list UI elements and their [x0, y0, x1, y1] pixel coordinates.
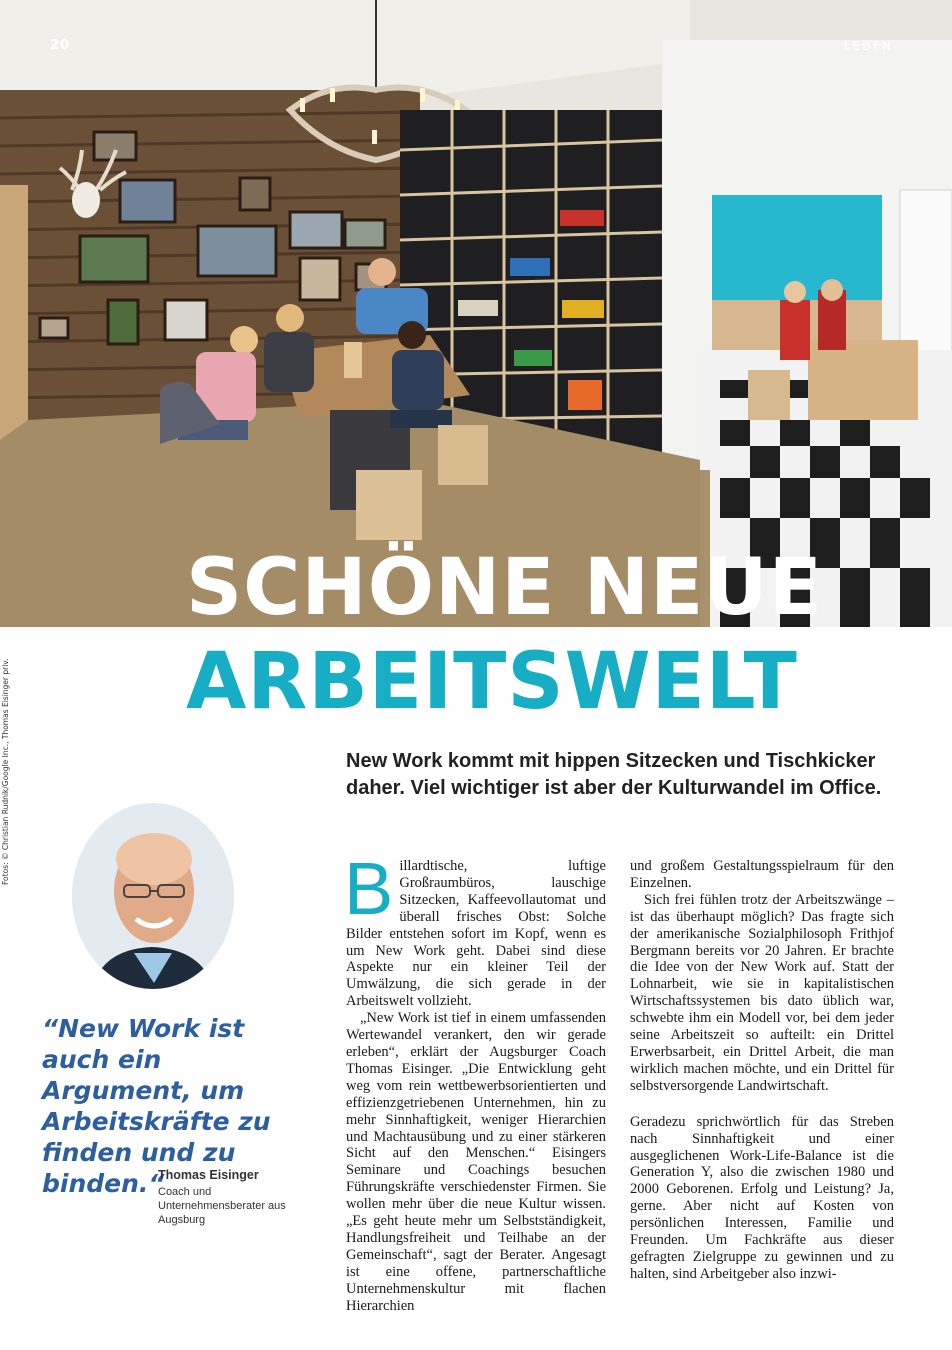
quote-author-name: Thomas Eisinger — [158, 1168, 259, 1182]
headline-line-1: SCHÖNE NEUE — [186, 543, 823, 633]
article-paragraph — [344, 847, 606, 1010]
pull-quote: “New Work ist auch ein Argument, um Arbeitskräfte zu finden und zu binden.“ — [42, 1014, 271, 1198]
section-label: LEBEN — [843, 39, 893, 53]
photo-credit: Fotos: © Christian Rudnik/Google Inc., Thomas Eisinger priv. — [1, 658, 10, 885]
office-lounge-illustration — [0, 0, 952, 633]
quote-author-role: Coach und Unternehmensberater aus Augsburg — [158, 1186, 286, 1226]
drop-cap: B — [344, 847, 394, 930]
author-portrait — [72, 803, 234, 989]
article-paragraph: und großem Gestaltungsspielraum für den Einzelnen. — [630, 858, 894, 891]
hero-photo — [0, 0, 952, 633]
headline-line-2: ARBEITSWELT — [186, 637, 798, 727]
article-paragraph: „New Work ist tief in einem umfassenden Wertewandel verankert, den wir gerade erleben“, erklärt der Augsburger Coach Thomas Eisinger. „Die Entwicklung geht weg vom rein wettbewerbsorientierten und effizienzgetriebenen Unternehmen, hin zu mehr Sinnhaftigkeit, weniger Hierarchien und Machtausübung und zu einer stärkeren Sicht auf den Menschen.“ Eisingers Seminare und Coachings besuchen Führungskräfte verschiedenster Firmen. Sie wollen mehr über die neue Kultur wissen. „Es geht heute mehr um Selbstständigkeit, Handlungsfreiheit und Teilhabe an der Gemeinschaft“, sagt der Berater. Angesagt ist eine offene, partnerschaftliche Unternehmenskultur mit flachen Hierarchien — [346, 1010, 606, 1314]
page-number: 20 — [50, 38, 71, 53]
article-paragraph: Geradezu sprichwörtlich für das Streben nach Sinnhaftigkeit und einer ausgeglichenen Work-Life-Balance ist die Generation Y, also die zwischen 1980 und 2000 Geborenen. Erfolg und Leistung? Ja, gerne. Aber nicht auf Kosten von persönlichen Interessen, Familie und Freunden. Um Fachkräfte aus dieser gefragten Zielgruppe zu gewinnen und zu halten, sind Arbeitgeber also inzwi- — [630, 1113, 894, 1282]
article-column-2 — [630, 858, 894, 1283]
article-column-1 — [344, 847, 606, 1314]
article-paragraph: Sich frei fühlen trotz der Arbeitszwänge – ist das überhaupt möglich? Das fragte sich der amerikanische Sozialphilosoph Frithjof Bergmann bereits vor 20 Jahren. Er brachte die Idee von der New Work auf. Statt der Lohnarbeit, wie sie in kapitalistischen Wirtschaftssystemen bis dato üblich war, schwebte ihm ein Modell vor, bei dem jeder seine Arbeitszeit so aufteilt: ein Drittel Erwerbsarbeit, ein Drittel Arbeit, die man wirklich machen möchte, und ein Drittel für selbstversorgende Landwirtschaft. — [630, 891, 894, 1094]
lead-paragraph: New Work kommt mit hippen Sitzecken und Tischkicker daher. Viel wichtiger ist aber der Kulturwandel im Office. — [346, 750, 882, 799]
portrait-illustration — [72, 803, 234, 989]
paragraph-text: illardtische, luftige Großraumbüros, lauschige Sitzecken, Kaffeevollautomat und überall frisches Obst: Solche Bilder entstehen sofort im Kopf, wenn es um New Work geht. Dabei sind diese Aspekte nur ein kleiner Teil der Umwälzung, die sich gerade in der Arbeitswelt vollzieht. — [346, 858, 606, 1010]
